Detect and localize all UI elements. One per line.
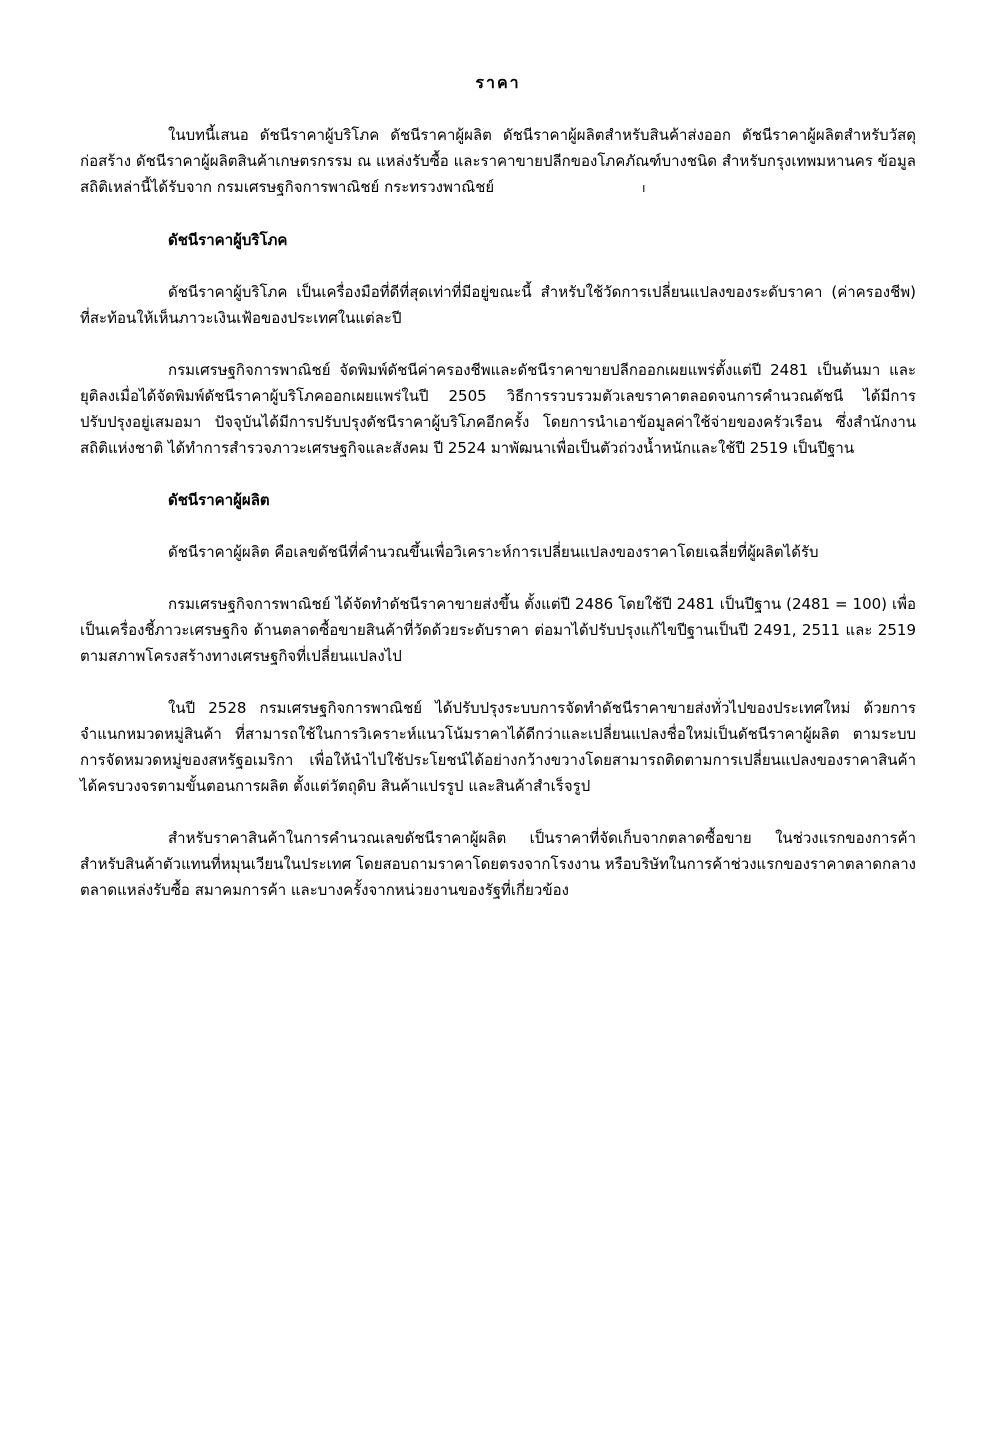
ppi-paragraph-2: กรมเศรษฐกิจการพาณิชย์ ได้จัดทำดัชนีราคาขายส่งขึ้น ตั้งแต่ปี 2486 โดยใช้ปี 2481 เป็นปีฐาน (2481 = 100) เพื่อเป็นเครื่องชี้ภาวะเศรษฐกิจ ด้านตลาดซื้อขายสินค้าที่วัดด้วยระดับราคา ต่อมาได้ปรับปรุงแก้ไขปีฐานเป็นปี 2491, 2511 และ 2519 ตามสภาพโครงสร้างทางเศรษฐกิจที่เปลี่ยนแปลงไป: [80, 595, 916, 665]
page-title: ราคา: [475, 73, 521, 92]
ppi-paragraph-3: ในปี 2528 กรมเศรษฐกิจการพาณิชย์ ได้ปรับปรุงระบบการจัดทำดัชนีราคาขายส่งทั่วไปของประเทศใหม่ ด้วยการจำแนกหมวดหมู่สินค้า ที่สามารถใช้ในการวิเคราะห์แนวโน้มราคาได้ดีกว่าและเปลี่ยนแปลงชื่อใหม่เป็นดัชนีราคาผู้ผลิต ตามระบบการจัดหมวดหมู่ของสหรัฐอเมริกา เพื่อให้นำไปใช้ประโยชน์ได้อย่างกว้างขวางโดยสามารถติดตามการเปลี่ยนแปลงของราคาสินค้าได้ครบวงจรตามขั้นตอนการผลิต ตั้งแต่วัตถุดิบ สินค้าแปรรูป และสินค้าสำเร็จรูป: [80, 699, 916, 795]
section-heading-consumer-price-index: ดัชนีราคาผู้บริโภค: [168, 231, 288, 249]
intro-paragraph: [80, 122, 916, 201]
section-heading-producer-price-index: ดัชนีราคาผู้ผลิต: [168, 491, 270, 509]
ppi-paragraph-4: สำหรับราคาสินค้าในการคำนวณเลขดัชนีราคาผู้ผลิต เป็นราคาที่จัดเก็บจากตลาดซื้อขาย ในช่วงแรกของการค้า สำหรับสินค้าตัวแทนที่หมุนเวียนในประเทศ โดยสอบถามราคาโดยตรงจากโรงงาน หรือบริษัทในการค้าช่วงแรกของราคาตลาดกลาง ตลาดแหล่งรับซื้อ สมาคมการค้า และบางครั้งจากหน่วยงานของรัฐที่เกี่ยวข้อง: [80, 829, 917, 899]
intro-text: ในบทนี้เสนอ ดัชนีราคาผู้บริโภค ดัชนีราคาผู้ผลิต ดัชนีราคาผู้ผลิตสำหรับสินค้าส่งออก ดัชนีราคาผู้ผลิตสำหรับวัสดุก่อสร้าง ดัชนีราคาผู้ผลิตสินค้าเกษตรกรรม ณ แหล่งรับซื้อ และราคาขายปลีกของโภคภัณฑ์บางชนิด สำหรับกรุงเทพมหานคร ข้อมูลสถิติเหล่านี้ได้รับจาก กรมเศรษฐกิจการพาณิชย์ กระทรวงพาณิชย์: [80, 126, 916, 196]
stray-mark: ı: [642, 181, 646, 195]
document-page: [80, 70, 916, 903]
ppi-paragraph-1: ดัชนีราคาผู้ผลิต คือเลขดัชนีที่คำนวณขึ้นเพื่อวิเคราะห์การเปลี่ยนแปลงของราคาโดยเฉลี่ยที่ผู้ผลิตได้รับ: [168, 543, 819, 561]
cpi-paragraph-1: ดัชนีราคาผู้บริโภค เป็นเครื่องมือที่ดีที่สุดเท่าที่มีอยู่ขณะนี้ สำหรับใช้วัดการเปลี่ยนแปลงของระดับราคา (ค่าครองชีพ) ที่สะท้อนให้เห็นภาวะเงินเฟ้อของประเทศในแต่ละปี: [80, 283, 916, 327]
cpi-paragraph-2: กรมเศรษฐกิจการพาณิชย์ จัดพิมพ์ดัชนีค่าครองชีพและดัชนีราคาขายปลีกออกเผยแพร่ตั้งแต่ปี 2481 เป็นต้นมา และยุติลงเมื่อได้จัดพิมพ์ดัชนีราคาผู้บริโภคออกเผยแพร่ในปี 2505 วิธีการรวบรวมตัวเลขราคาตลอดจนการคำนวณดัชนี ได้มีการปรับปรุงอยู่เสมอมา ปัจจุบันได้มีการปรับปรุงดัชนีราคาผู้บริโภคอีกครั้ง โดยการนำเอาข้อมูลค่าใช้จ่ายของครัวเรือน ซึ่งสำนักงานสถิติแห่งชาติ ได้ทำการสำรวจภาวะเศรษฐกิจและสังคม ปี 2524 มาพัฒนาเพื่อเป็นตัวถ่วงน้ำหนักและใช้ปี 2519 เป็นปีฐาน: [80, 361, 916, 457]
